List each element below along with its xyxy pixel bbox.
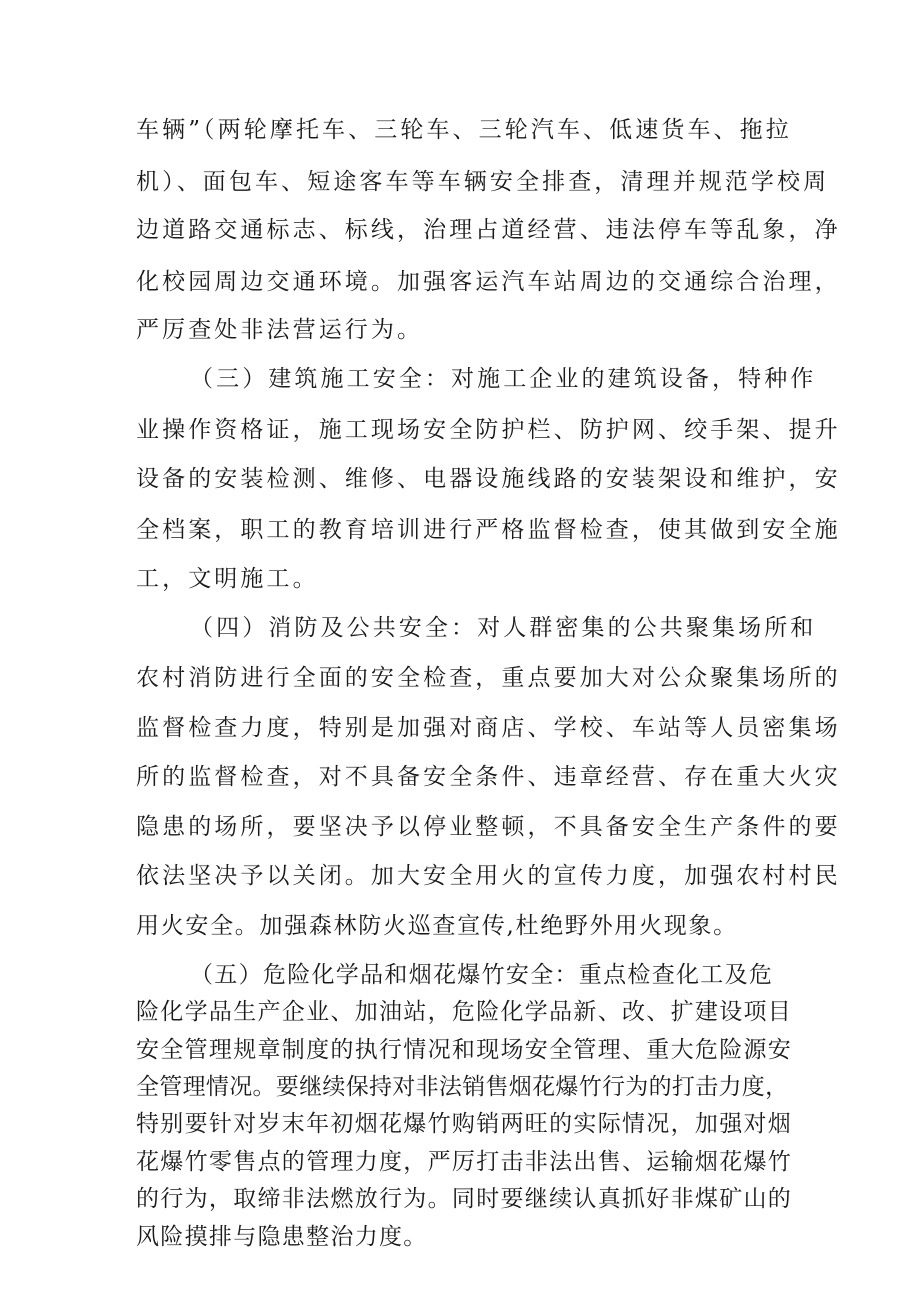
text-line: 所的监督检查，对不具备安全条件、违章经营、存在重大火灾	[136, 764, 841, 790]
text-line: （五）危险化学品和烟花爆竹安全：重点检查化工及危	[190, 962, 774, 988]
text-line: 隐患的场所，要坚决予以停业整顿，不具备安全生产条件的要	[136, 814, 841, 840]
text-line: 全档案，职工的教育培训进行严格监督检查，使其做到安全施	[136, 517, 841, 543]
text-line: 机）、面包车、短途客车等车辆安全排查，清理并规范学校周	[136, 169, 830, 195]
text-line: 安全管理规章制度的执行情况和现场安全管理、重大危险源安	[136, 1037, 793, 1063]
text-line: 严厉查处非法营运行为。	[136, 317, 424, 343]
text-line: 全管理情况。要继续保持对非法销售烟花爆竹行为的打击力度，	[136, 1074, 789, 1100]
text-line: 险化学品生产企业、加油站，危险化学品新、改、扩建设项目	[136, 999, 793, 1025]
text-line: 化校园周边交通环境。加强客运汽车站周边的交通综合治理，	[136, 269, 841, 295]
text-line: 依法坚决予以关闭。加大安全用火的宣传力度，加强农村村民	[136, 863, 841, 889]
text-line: 车辆”（两轮摩托车、三轮车、三轮汽车、低速货车、拖拉	[136, 117, 792, 143]
text-line: 业操作资格证，施工现场安全防护栏、防护网、绞手架、提升	[136, 417, 841, 443]
text-line: （四）消防及公共安全：对人群密集的公共聚集场所和	[190, 615, 817, 641]
text-line: 农村消防进行全面的安全检查，重点要加大对公众聚集场所的	[136, 665, 841, 691]
text-line: 特别要针对岁末年初烟花爆竹购销两旺的实际情况，加强对烟	[136, 1111, 793, 1137]
text-line: （三）建筑施工安全：对施工企业的建筑设备，特种作	[190, 366, 817, 392]
text-line: 工，文明施工。	[136, 566, 319, 592]
text-line: 用火安全。加强森林防火巡查宣传,杜绝野外用火现象。	[136, 913, 738, 939]
text-line: 设备的安装检测、维修、电器设施线路的安装架设和维护，安	[136, 466, 841, 492]
text-line: 风险摸排与隐患整治力度。	[136, 1224, 428, 1250]
text-line: 监督检查力度，特别是加强对商店、学校、车站等人员密集场	[136, 715, 841, 741]
text-line: 边道路交通标志、标线，治理占道经营、违法停车等乱象，净	[136, 217, 841, 243]
text-line: 花爆竹零售点的管理力度，严厉打击非法出售、运输烟花爆竹	[136, 1149, 793, 1175]
text-line: 的行为，取缔非法燃放行为。同时要继续认真抓好非煤矿山的	[136, 1186, 793, 1212]
